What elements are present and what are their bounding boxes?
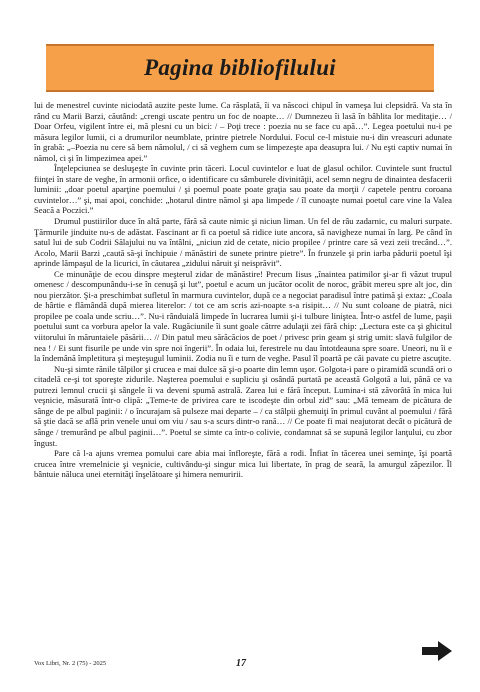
page-header-band <box>46 44 434 92</box>
paragraph-4: Ce minunăţie de ecou dinspre meşterul zidar de mănăstire! Precum Iisus „înaintea patimilor şi-ar fi văzut trupul omenesc / descompunându-i-se în cenuşă şi lut”, poetul e acum un jucător ocolit de noroc, grăbit mereu spre alt joc, din nou pierzător. Şi-a preschimbat sufletul în marmura cuvintelor, după ce a negociat paradisul între patimă şi extaz: „Coala de hârtie e flămândă după mierea literelor: / tot ce am scris azi-noapte s-a risipit… // Nu sunt coloane de piatră, nici propilee pe coala unde scriu…”. Nu-i rânduială limpede în lucrarea lumii şi-i tulbure liniştea. Într-o astfel de lume, paşii poetului sunt ca vorbura apelor la vale. Rugăciunile îi sunt goale cătrre adulaţii zei fără chip: „Lectura este ca şi ghicitul viitorului în măruntaiele păsării… // Din patul meu sărăcăcios de poet / privesc prin geam şi strig umit: slavă fulgilor de nea ! / Ei sunt fisurile pe unde vin spre noi îngerii”. În odaia lui, ferestrele nu dau întotdeauna spre soare. Uneori, nu îi e la îndemână împletitura şi meşteşugul luminii. Zodia nu îi e turn de veghe. Pasul îl poartă pe căi pavate cu pietre ascuţite. <box>34 268 452 364</box>
paragraph-5: Nu-şi simte rănile tălpilor şi crucea e mai dulce să şi-o poarte din lemn uşor. Golgota-i pare o piramidă scundă ori o citadelă ce-şi tot sporeşte zidurile. Naşterea poemului e supliciu şi osândă purtată pe această Golgotă a lui, până ce va putrezi lemnul crucii şi sângele îi va deveni spumă astrală. Zarea lui e fără început. Lumina-i stă zăvorâtă în mica lui veşnicie, măsurată într-o clipă: „Teme-te de privirea care te iscodeşte din orbul zid” sau: „Mă temeam de picătura de sânge de pe albul paginii: / o încurajam să pulseze mai departe – / ca stâlpii ghemuiţi în primul cuvânt al poemului / fără să ştie dacă se află prin venele unui om viu / sau s-a scurs dintr-o rană… // Ce poate fi mai neajutorat decât o picătură de sânge / tremurând pe albul paginii…”. Poetul se simte ca într-o colivie, condamnat să se supună legilor lanţului, cu zbor îngust. <box>34 363 452 448</box>
arrow-right-icon <box>422 641 452 661</box>
page-title: Pagina bibliofilului <box>144 55 336 80</box>
journal-issue: Vox Libri, Nr. 2 (75) - 2025 <box>34 659 107 667</box>
paragraph-3: Drumul pustiirilor duce în altă parte, fără să caute nimic şi niciun liman. Un fel de râu zadarnic, cu maluri surpate. Ţărmurile jinduite nu-s de adăstat. Fascinant ar fi ca poetul să ridice iute ancora, să navigheze numai în larg. Pe când în satul lui de sub Codrii Sălajului nu va întâlni, „niciun zid de cetate, nicio propilee / printre care să vezi zeii trecând…”. Acolo, Marii Barzi „caută să-şi închipuie / mănăstiri de sunete printre pietre”. În frunzele şi prin iarba pădurii poetul îşi aprinde lămpaşul de la licurici, în căutarea „zidului năruit şi neisprăvit”. <box>34 216 452 269</box>
page-number: 17 <box>236 657 246 669</box>
article-body <box>34 100 452 648</box>
page-footer <box>34 655 452 671</box>
paragraph-1: lui de menestrel cuvinte niciodată auzite peste lume. Ca răsplată, îi va născoci chipul în vameşa lui clepsidră. Va sta în rând cu Marii Barzi, căutând: „crengi uscate pentru un foc de noapte… // Dumnezeu îi lasă în bâhlita lor meditaţie… / Doar Orfeu, vigilent între ei, mă plesni cu un bici: / – Poţi trece : poezia nu se face cu apă…”. Legea poetului nu-i pe măsura legilor lumii, ci a drumurilor neumblate, printre pietrele Nordului. Focul ce-l mistuie nu-i din vreascuri adunate în grabă: „–Poezia nu cere să bem nămolul, / ci să veghem cum se limpezeşte apa deasupra lui. / Nu eşti captiv numai în nămol, ci şi în limpezimea apei.” <box>34 100 452 163</box>
paragraph-2: Înţelepciunea se desluşeşte în cuvinte prin tăceri. Locul cuvintelor e luat de glasul ochilor. Cuvintele sunt fructul fiinţei în stare de veghe, în armonii orfice, o identificare cu sâmburele divinităţii, acel semn negru de dinaintea desfacerii luminii: „doar poetul aparţine poemului / şi poemul poate poate graţia sau poate da morţii / capetele pentru coroana cuvintelor…” şi, mai apoi, conchide: „hotarul dintre nămol şi apa limpede / îl cunoaşte numai poetul care vine la Valea Seacă a Poczici.” <box>34 163 452 216</box>
paragraph-6: Pare că l-a ajuns vremea pomului care abia mai înfloreşte, fără a rodi. Înfiat în tăcerea unei seminţe, îşi poartă crucea între vremelnicie şi veşnicie, cultivându-şi singur mica lui libertate, în prag de seară, la amurgul zăpezilor. Îl bântuie năluca unei eternităţi înşelătoare şi himera nemuririi. <box>34 448 452 480</box>
